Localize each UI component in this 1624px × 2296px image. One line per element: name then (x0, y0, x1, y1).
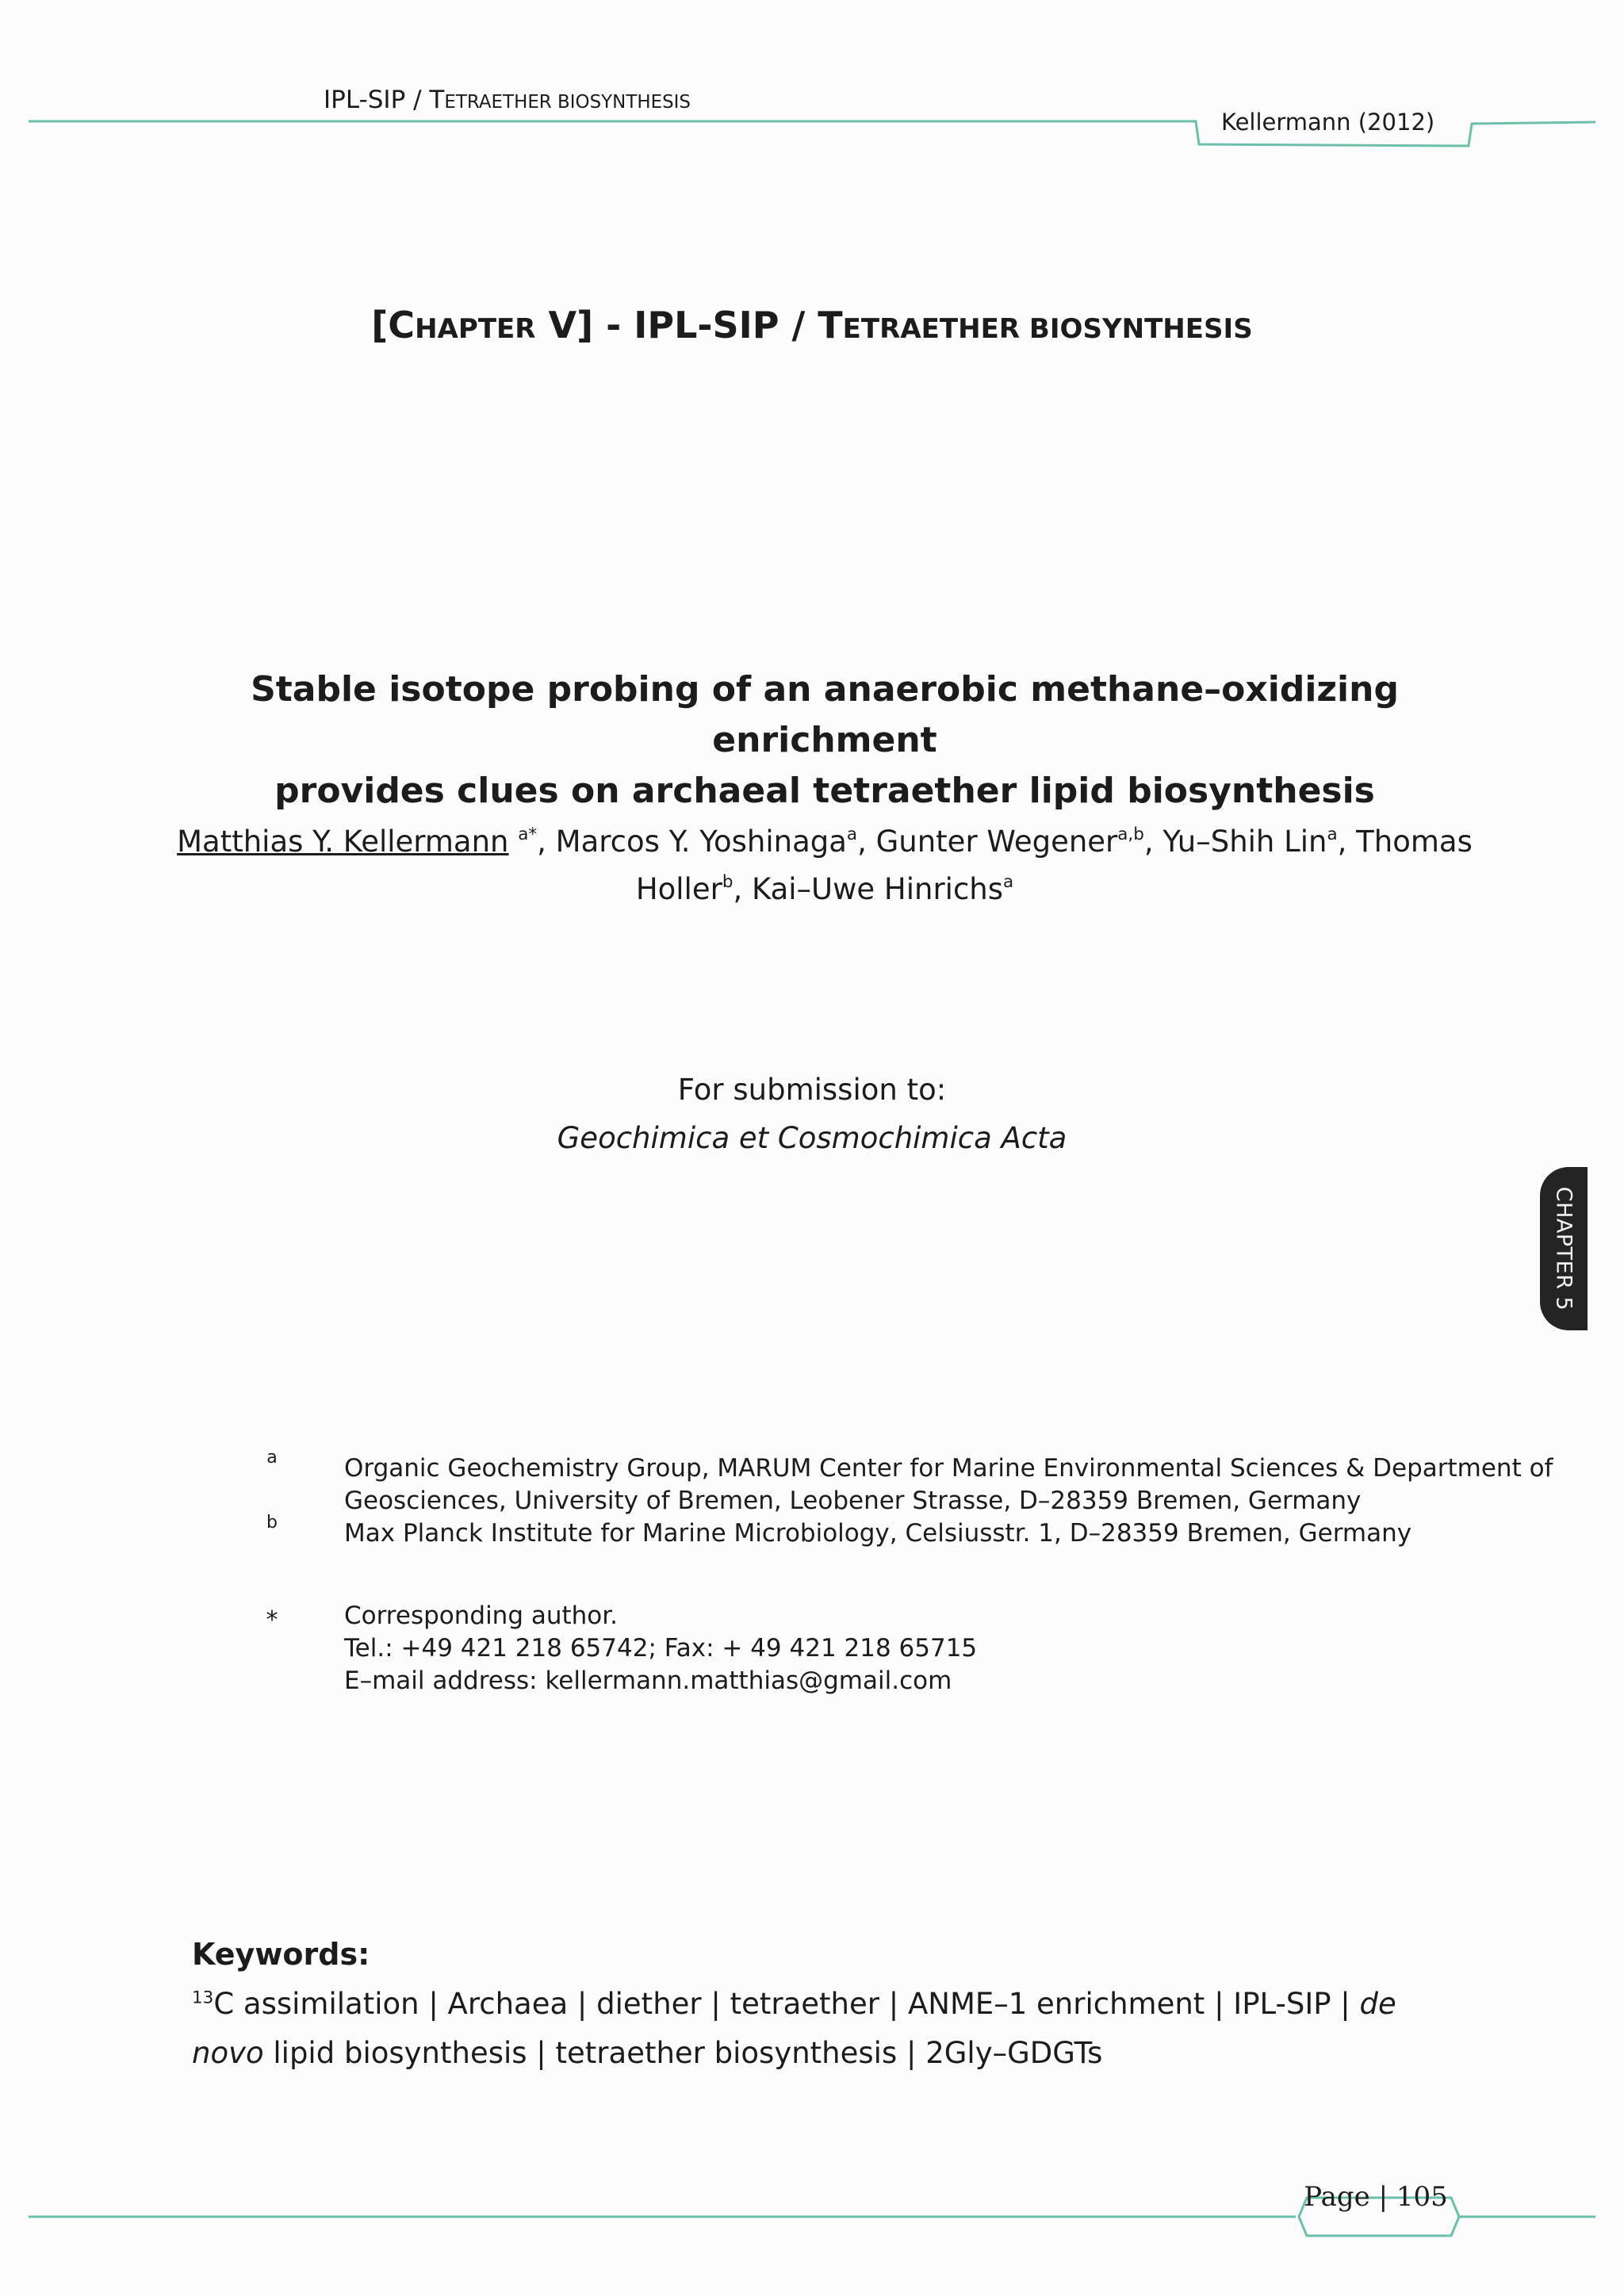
chapter-heading-number: V] - IPL-SIP / T (535, 304, 843, 346)
affiliation-marker-a: a (266, 1448, 278, 1468)
correspondence-block (344, 1600, 977, 1697)
chapter-heading-open: [C (371, 304, 416, 346)
affiliation-a (344, 1452, 1553, 1517)
affiliation-a-line2: Geosciences, University of Bremen, Leobener Strasse, D–28359 Bremen, Germany (344, 1487, 1362, 1515)
author-5-part2: Holler (635, 872, 722, 906)
author-6-affil: a (1003, 871, 1014, 892)
running-header-title (324, 84, 691, 118)
keywords-part1: C assimilation | Archaea | diether | tetraether | ANME–1 enrichment | IPL-SIP | (213, 1987, 1360, 2021)
affiliation-a-line1: Organic Geochemistry Group, MARUM Center for Marine Environmental Sciences & Department of (344, 1454, 1553, 1483)
running-header-smallcaps: ETRAETHER BIOSYNTHESIS (444, 92, 691, 113)
chapter-heading-rest: ETRAETHER BIOSYNTHESIS (842, 313, 1253, 345)
page-number: Page | 105 (1304, 2181, 1448, 2213)
author-6: , Kai–Uwe Hinrichs (733, 872, 1004, 906)
affiliation-b (344, 1517, 1411, 1550)
keywords-heading: Keywords: (192, 1937, 370, 1972)
paper-title-line2: provides clues on archaeal tetraether lipid biosynthesis (274, 771, 1375, 811)
running-header-author: Kellermann (2012) (1221, 109, 1435, 136)
author-3-affil: a,b (1117, 824, 1144, 844)
chapter-heading (0, 301, 1624, 353)
chapter-side-tab (1540, 1167, 1588, 1330)
correspondence-email: E–mail address: kellermann.matthias@gmail.com (344, 1667, 952, 1695)
author-line-2 (143, 866, 1507, 913)
keywords-part2: lipid biosynthesis | tetraether biosynthesis | 2Gly–GDGTs (263, 2036, 1103, 2070)
keywords-italic: de novo (192, 1987, 1396, 2070)
author-5-part1: , Thomas (1337, 825, 1473, 859)
correspondence-phone: Tel.: +49 421 218 65742; Fax: + 49 421 218 65715 (344, 1634, 978, 1663)
submission-label: For submission to: (677, 1073, 947, 1107)
affiliation-b-line1: Max Planck Institute for Marine Microbiology, Celsiusstr. 1, D–28359 Bremen, Germany (344, 1519, 1412, 1548)
author-5-affil: b (722, 871, 733, 892)
journal-name: Geochimica et Cosmochimica Acta (557, 1121, 1067, 1155)
chapter-heading-word: HAPTER (415, 313, 536, 345)
chapter-side-tab-label: CHAPTER 5 (1551, 1186, 1576, 1311)
author-list (143, 818, 1507, 913)
keywords-body (192, 1980, 1461, 2078)
author-2: , Marcos Y. Yoshinaga (537, 825, 847, 859)
author-3: , Gunter Wegener (857, 825, 1118, 859)
correspondence-marker: * (266, 1606, 278, 1634)
paper-title (143, 664, 1507, 817)
paper-title-line1: Stable isotope probing of an anaerobic methane–oxidizing enrichment (251, 669, 1399, 760)
keywords-superscript: 13 (192, 1988, 214, 2008)
first-author: Matthias Y. Kellermann (177, 825, 509, 859)
author-4: , Yu–Shih Lin (1143, 825, 1327, 859)
running-header-main: IPL-SIP / T (324, 86, 445, 114)
author-2-affil: a (846, 824, 858, 844)
first-author-affil: a* (518, 824, 538, 844)
correspondence-line1: Corresponding author. (344, 1601, 619, 1630)
author-4-affil: a (1327, 824, 1338, 844)
author-line-1 (143, 818, 1507, 866)
affiliation-marker-b: b (266, 1513, 278, 1533)
